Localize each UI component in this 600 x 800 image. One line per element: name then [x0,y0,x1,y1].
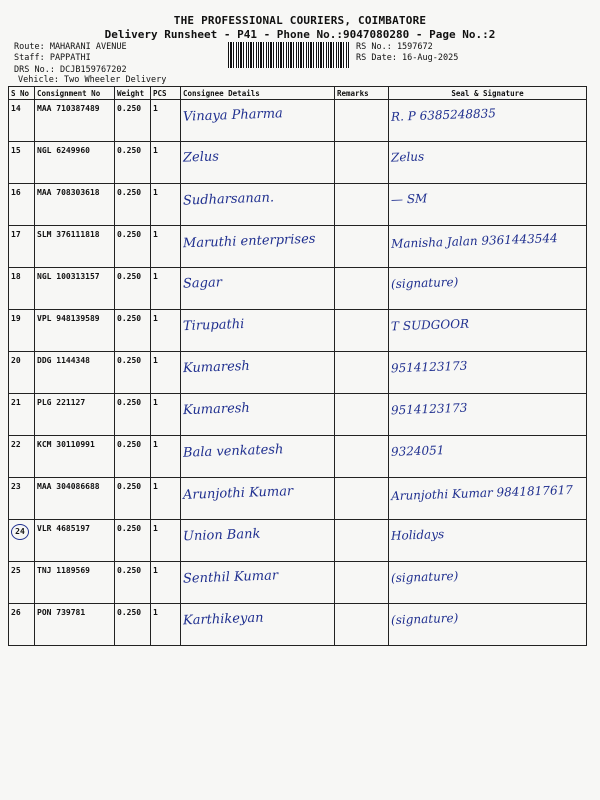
row-pcs: 1 [151,394,181,436]
row-seal [389,142,587,184]
row-pcs: 1 [151,100,181,142]
row-consignee [181,310,335,352]
row-sno: 17 [9,226,35,268]
row-sno: 22 [9,436,35,478]
row-consignment: MAA 710387489 [35,100,115,142]
table-row [9,268,587,310]
row-consignee [181,394,335,436]
row-consignee [181,352,335,394]
col-weight: Weight [115,87,151,100]
row-weight: 0.250 [115,478,151,520]
row-remarks [335,520,389,562]
rs-number: RS No.: 1597672 [356,42,433,52]
row-consignment: MAA 304086688 [35,478,115,520]
row-pcs: 1 [151,142,181,184]
barcode-image [228,42,350,68]
row-consignment: MAA 708303618 [35,184,115,226]
row-remarks [335,478,389,520]
col-consignee: Consignee Details [181,87,335,100]
row-sno [9,520,35,562]
row-sno: 15 [9,142,35,184]
row-consignee [181,604,335,646]
row-weight: 0.250 [115,604,151,646]
signature-handwriting: (signature) [390,274,459,292]
row-remarks [335,184,389,226]
runsheet-table [8,86,587,646]
row-seal [389,604,587,646]
row-pcs: 1 [151,520,181,562]
row-consignment: SLM 376111818 [35,226,115,268]
row-pcs: 1 [151,478,181,520]
row-remarks [335,142,389,184]
row-seal [389,100,587,142]
rs-date: RS Date: 16-Aug-2025 [356,53,459,63]
row-consignment: PON 739781 [35,604,115,646]
row-consignee [181,436,335,478]
circled-sno: 24 [11,524,29,540]
row-remarks [335,394,389,436]
row-weight: 0.250 [115,436,151,478]
row-weight: 0.250 [115,520,151,562]
row-consignee [181,226,335,268]
col-remarks: Remarks [335,87,389,100]
vehicle-label: Vehicle: Two Wheeler Delivery [18,75,167,85]
table-row [9,436,587,478]
signature-handwriting: Arunjothi Kumar 9841817617 [390,482,574,504]
row-weight: 0.250 [115,142,151,184]
row-sno: 20 [9,352,35,394]
consignee-handwriting: Sudharsanan. [182,190,275,209]
row-pcs: 1 [151,310,181,352]
row-consignment: PLG 221127 [35,394,115,436]
row-consignment: NGL 100313157 [35,268,115,310]
signature-handwriting: T SUDGOOR [390,316,470,334]
row-sno: 21 [9,394,35,436]
row-sno: 16 [9,184,35,226]
row-consignee [181,184,335,226]
row-seal [389,436,587,478]
row-sno: 18 [9,268,35,310]
row-pcs: 1 [151,226,181,268]
row-remarks [335,352,389,394]
row-seal [389,394,587,436]
row-remarks [335,562,389,604]
row-consignee [181,268,335,310]
signature-handwriting: 9324051 [390,443,445,459]
table-row [9,310,587,352]
row-weight: 0.250 [115,562,151,604]
row-consignee [181,562,335,604]
col-seal: Seal & Signature [389,87,587,100]
row-consignee [181,142,335,184]
row-remarks [335,310,389,352]
row-consignment: VPL 948139589 [35,310,115,352]
table-row [9,226,587,268]
row-weight: 0.250 [115,394,151,436]
consignee-handwriting: Zelus [182,149,220,166]
row-seal [389,226,587,268]
row-consignment: NGL 6249960 [35,142,115,184]
row-consignee [181,520,335,562]
table-row [9,520,587,562]
row-pcs: 1 [151,436,181,478]
consignee-handwriting: Tirupathi [182,316,245,335]
consignee-handwriting: Senthil Kumar [182,568,279,587]
drs-number: DRS No.: DCJB159767202 [14,65,127,75]
row-consignment: KCM 30110991 [35,436,115,478]
row-seal [389,520,587,562]
table-header-row [9,87,587,100]
table-row [9,100,587,142]
signature-handwriting: (signature) [390,610,459,628]
row-pcs: 1 [151,562,181,604]
page-title: THE PROFESSIONAL COURIERS, COIMBATORE [173,14,427,27]
row-pcs: 1 [151,352,181,394]
row-remarks [335,100,389,142]
col-pcs: PCS [151,87,181,100]
consignee-handwriting: Kumaresh [182,358,251,377]
consignee-handwriting: Maruthi enterprises [182,231,316,252]
consignee-handwriting: Arunjothi Kumar [182,484,294,503]
col-sno: S No [9,87,35,100]
consignee-handwriting: Karthikeyan [182,610,264,629]
staff-label: Staff: PAPPATHI [14,53,91,63]
row-remarks [335,268,389,310]
row-seal [389,562,587,604]
row-weight: 0.250 [115,268,151,310]
col-consignment: Consignment No [35,87,115,100]
row-consignment: TNJ 1189569 [35,562,115,604]
table-row [9,352,587,394]
table-row [9,184,587,226]
signature-handwriting: Manisha Jalan 9361443544 [390,231,558,251]
row-remarks [335,436,389,478]
row-pcs: 1 [151,184,181,226]
route-label: Route: MAHARANI AVENUE [14,42,127,52]
row-weight: 0.250 [115,310,151,352]
consignee-handwriting: Sagar [182,275,223,292]
row-sno: 14 [9,100,35,142]
consignee-handwriting: Bala venkatesh [182,442,284,461]
consignee-handwriting: Union Bank [182,526,261,545]
row-pcs: 1 [151,604,181,646]
signature-handwriting: Holidays [390,527,445,543]
table-row [9,142,587,184]
row-seal [389,478,587,520]
row-consignment: VLR 4685197 [35,520,115,562]
signature-handwriting: (signature) [390,568,459,586]
page-subtitle: Delivery Runsheet - P41 - Phone No.:9047080280 - Page No.:2 [104,28,496,41]
row-remarks [335,226,389,268]
signature-handwriting: Zelus [390,149,425,165]
row-weight: 0.250 [115,226,151,268]
row-consignee [181,478,335,520]
row-seal [389,352,587,394]
signature-handwriting: 9514123173 [390,358,468,376]
row-weight: 0.250 [115,352,151,394]
row-sno: 19 [9,310,35,352]
row-seal [389,184,587,226]
signature-handwriting: 9514123173 [390,400,468,418]
signature-handwriting: R. P 6385248835 [390,106,497,124]
row-weight: 0.250 [115,100,151,142]
row-consignee [181,100,335,142]
row-seal [389,268,587,310]
table-row [9,604,587,646]
table-row [9,562,587,604]
row-remarks [335,604,389,646]
row-seal [389,310,587,352]
consignee-handwriting: Vinaya Pharma [182,106,284,125]
table-row [9,478,587,520]
table-row [9,394,587,436]
consignee-handwriting: Kumaresh [182,400,251,419]
row-consignment: DDG 1144348 [35,352,115,394]
row-weight: 0.250 [115,184,151,226]
row-sno: 26 [9,604,35,646]
row-sno: 23 [9,478,35,520]
signature-handwriting: — SM [390,191,428,207]
row-pcs: 1 [151,268,181,310]
row-sno: 25 [9,562,35,604]
